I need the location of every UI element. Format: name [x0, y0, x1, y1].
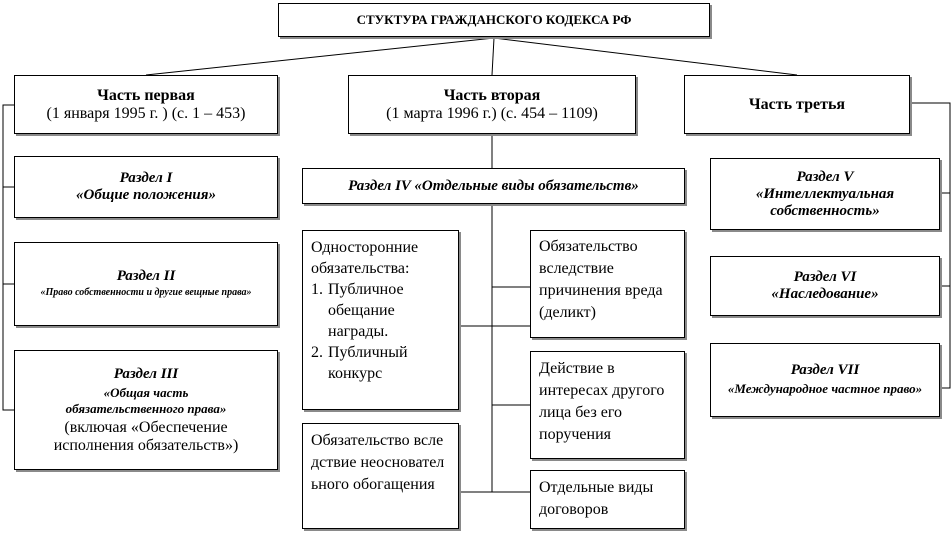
part-second-name: Часть вторая: [443, 86, 541, 104]
section-6-name: «Наследование»: [771, 286, 879, 302]
section-1-name: «Общие положения»: [76, 187, 216, 203]
section-5-label: Раздел V: [796, 168, 854, 185]
list-item: [311, 342, 450, 384]
section-6-box: [710, 256, 940, 316]
list-item-text: Публичный конкурс: [328, 344, 408, 382]
unilateral-obligations-heading: Односторонние обязательства:: [311, 239, 419, 277]
agency-without-mandate-box: [530, 351, 685, 459]
section-4-label: Раздел IV «Отдельные виды обязательств»: [348, 177, 639, 194]
section-3-name: «Общая часть обязательственного права»: [65, 384, 227, 416]
tort-obligation-text: Обязательство вследствие причинения вреда (деликт): [539, 238, 663, 321]
section-5-name: «Интеллектуальная собственность»: [755, 185, 895, 219]
part-first-detail: (1 января 1995 г. ) (с. 1 – 453): [46, 104, 246, 122]
section-7-name: «Международное частное право»: [727, 380, 923, 396]
section-6-label: Раздел VI: [793, 269, 857, 285]
section-1-box: [14, 156, 278, 218]
tort-obligation-box: [530, 230, 685, 338]
section-2-label: Раздел II: [116, 268, 176, 284]
contract-types-box: [530, 470, 685, 529]
title-text: СТУКТУРА ГРАЖДАНСКОГО КОДЕКСА РФ: [356, 12, 632, 27]
list-item-text: Публичное обещание награды.: [328, 281, 404, 340]
section-4-box: [302, 168, 685, 204]
agency-without-mandate-text: Действие в интересах другого лица без его поручения: [539, 360, 665, 443]
diagram-title: [278, 3, 710, 37]
unilateral-obligations-box: [302, 230, 459, 410]
unjust-enrichment-text: Обязательство вследствие неосновательного обогащения: [311, 432, 445, 493]
section-3-note: (включая «Обеспечение исполнения обязательств»): [53, 418, 239, 454]
section-2-name: «Право собственности и другие вещные права»: [40, 287, 252, 298]
section-7-box: [710, 343, 940, 417]
section-3-box: [14, 350, 278, 470]
unjust-enrichment-box: [302, 423, 459, 529]
section-1-label: Раздел I: [119, 170, 173, 186]
part-second-box: [348, 75, 636, 134]
section-3-label: Раздел III: [113, 365, 179, 382]
list-item-number: 1.: [311, 281, 323, 298]
part-second-detail: (1 марта 1996 г.) (с. 454 – 1109): [386, 104, 598, 122]
part-first-name: Часть первая: [97, 86, 195, 104]
section-5-box: [710, 158, 940, 230]
section-7-label: Раздел VII: [790, 361, 860, 378]
list-item-number: 2.: [311, 344, 323, 361]
list-item: [311, 279, 450, 342]
part-third-name: Часть третья: [748, 95, 846, 113]
contract-types-text: Отдельные виды договоров: [539, 479, 654, 518]
section-2-box: [14, 242, 278, 326]
part-first-box: [14, 75, 278, 134]
part-third-box: [684, 75, 910, 134]
